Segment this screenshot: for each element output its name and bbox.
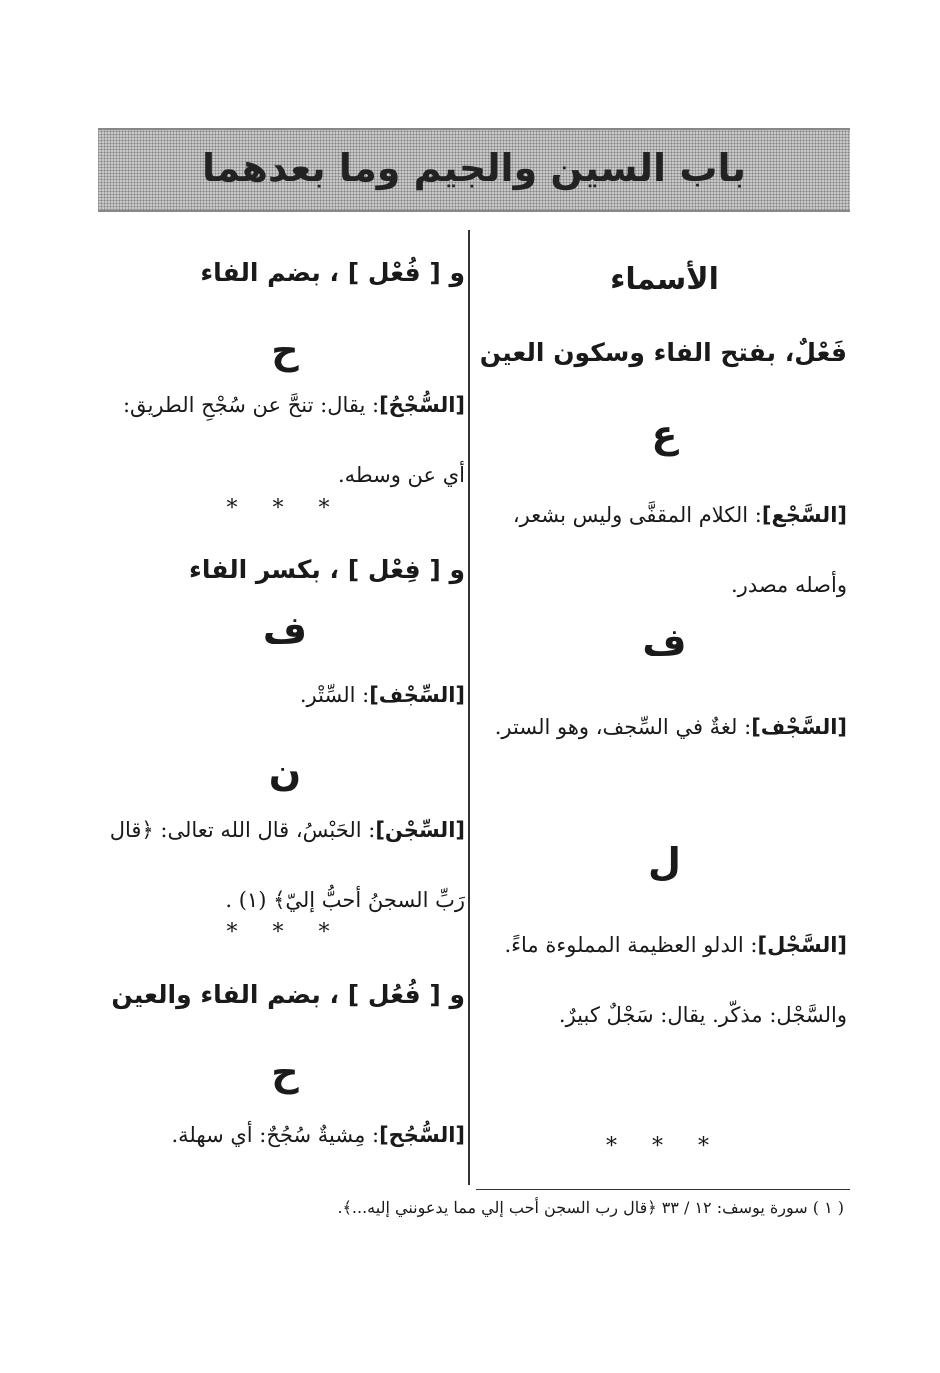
entry-definition: : الحَبْسُ، قال الله تعالى: ﴿قال رَبِّ السجنُ أحبُّ إليّ﴾ (١) . (109, 818, 465, 912)
entry-headword: [السَّجْف] (751, 715, 847, 739)
separator-stars: * * * (226, 496, 344, 521)
dictionary-entry (105, 660, 465, 730)
pattern-heading: و [ فِعْل ] ، بكسر الفاء (189, 555, 465, 584)
letter-heading: ل (648, 840, 681, 884)
entry-headword: [السُّجْحُ] (379, 393, 465, 417)
pattern-heading: و [ فُعْل ] ، بضم الفاء (200, 258, 465, 287)
entry-headword: [السِّجْف] (369, 683, 465, 707)
letter-heading: ف (642, 620, 687, 664)
entry-definition: : مِشيةٌ سُجُحٌ: أي سهلة. (171, 1123, 380, 1147)
entry-definition: : الدلو العظيمة المملوءة ماءً. والسَّجْل: مذكّر. يقال: سَجْلٌ كبيرٌ. (504, 933, 847, 1027)
pattern-heading: و [ فُعُل ] ، بضم الفاء والعين (111, 980, 465, 1009)
letter-heading: ح (271, 1050, 299, 1094)
entry-headword: [السَّجْع] (761, 503, 847, 527)
section-title: الأسماء (610, 262, 719, 297)
letter-heading: ف (262, 608, 308, 652)
entry-headword: [السَّجْل] (757, 933, 847, 957)
dictionary-entry (482, 480, 847, 620)
entry-definition: : لغةٌ في السِّجف، وهو الستر. (494, 715, 752, 739)
chapter-header-band (98, 128, 850, 212)
separator-stars: * * * (226, 920, 344, 945)
letter-heading: ع (651, 412, 678, 456)
letter-heading: ح (271, 328, 299, 372)
dictionary-entry (482, 692, 847, 762)
entry-definition: : يقال: تنحَّ عن سُجْحِ الطريق: أي عن وسطه. (122, 393, 465, 487)
entry-definition: : الكلام المقفَّى وليس بشعر، وأصله مصدر. (512, 503, 847, 597)
separator-stars: * * * (606, 1134, 723, 1159)
footnote: ( ١ ) سورة يوسف: ١٢ / ٣٣ ﴿قال رب السجن أحب إلي مما يدعونني إليه...﴾. (337, 1198, 844, 1217)
dictionary-entry (482, 910, 847, 1050)
pattern-heading: فَعْلٌ، بفتح الفاء وسكون العين (479, 338, 847, 367)
dictionary-entry (105, 795, 465, 935)
dictionary-entry (105, 1100, 465, 1170)
entry-headword: [السِّجْن] (375, 818, 465, 842)
entry-headword: [السُّجُح] (379, 1123, 465, 1147)
dictionary-entry (105, 370, 465, 510)
letter-heading: ن (268, 750, 302, 794)
entry-definition: : السِّتْر. (299, 683, 370, 707)
chapter-title: باب السين والجيم وما بعدهما (201, 146, 747, 190)
footnote-rule (476, 1189, 850, 1190)
column-divider (468, 230, 470, 1185)
